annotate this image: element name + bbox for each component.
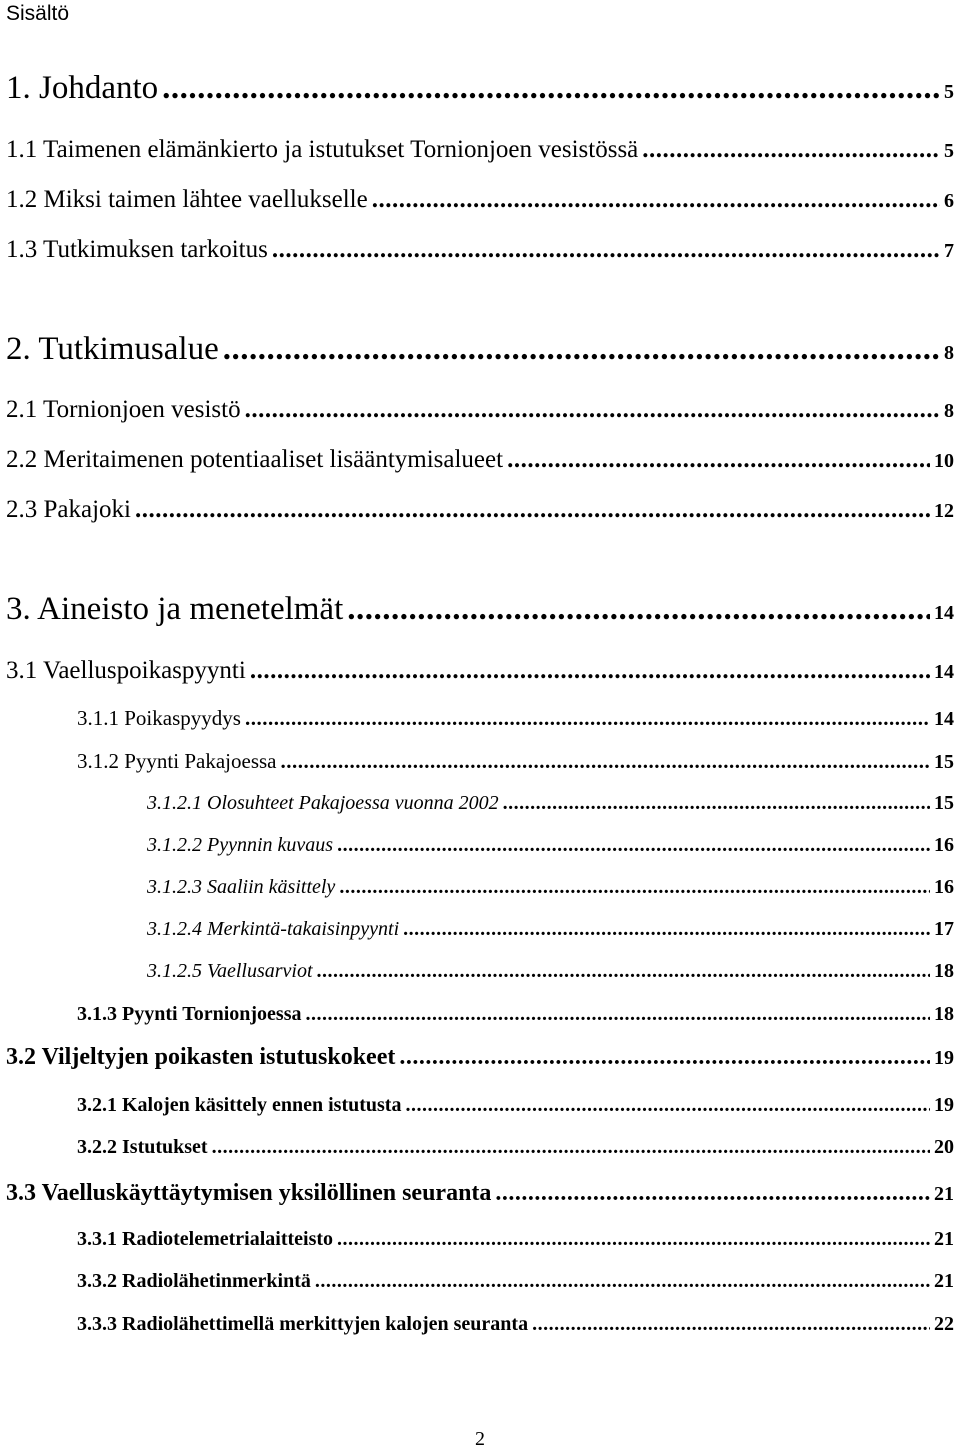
toc-entry-label: 3.1.2.5 Vaellusarviot	[147, 960, 313, 982]
toc-entry-page: 18	[934, 960, 954, 982]
toc-entry-label: 1.2 Miksi taimen lähtee vaellukselle	[6, 186, 368, 213]
toc-entry[interactable]	[77, 1270, 954, 1293]
toc-entry-page: 17	[934, 918, 954, 940]
toc-entry[interactable]	[6, 70, 954, 107]
toc-entry-label: 3.2.2 Istutukset	[77, 1136, 208, 1158]
toc-entry[interactable]	[147, 792, 954, 815]
toc-entry-label: 3.1.2.4 Merkintä-takaisinpyynti	[147, 918, 400, 940]
toc-entry[interactable]	[147, 960, 954, 983]
toc-entry-page: 16	[934, 876, 954, 898]
toc-entry-label: 3. Aineisto ja menetelmät	[6, 591, 344, 627]
toc-entry-label: 3.3.1 Radiotelemetrialaitteisto	[77, 1228, 334, 1250]
toc-entry[interactable]	[6, 496, 954, 524]
toc-entry[interactable]	[77, 706, 954, 731]
toc-entry-label: 2. Tutkimusalue	[6, 331, 219, 367]
toc-entry-label: 1.1 Taimenen elämänkierto ja istutukset Tornionjoen vesistössä	[6, 136, 639, 163]
toc-entry-page: 14	[934, 661, 954, 683]
toc-entry-page: 19	[934, 1094, 954, 1116]
toc-entry-label: 3.1.2.3 Saaliin käsittely	[147, 876, 336, 898]
toc-entry-label: 3.1.1 Poikaspyydys	[77, 706, 241, 730]
toc-entry[interactable]	[77, 1003, 954, 1026]
toc-entry-page: 6	[944, 190, 954, 212]
toc-entry[interactable]	[6, 186, 954, 214]
toc-entry[interactable]	[77, 1094, 954, 1117]
toc-entry[interactable]	[6, 446, 954, 474]
toc-entry-label: 3.3.3 Radiolähettimellä merkittyjen kalojen seuranta	[77, 1313, 529, 1335]
toc-entry-label: 3.3.2 Radiolähetinmerkintä	[77, 1270, 311, 1292]
toc-entry-label: 2.1 Tornionjoen vesistö	[6, 396, 241, 423]
toc-entry-label: 3.1.2.1 Olosuhteet Pakajoessa vuonna 2002	[147, 792, 499, 814]
toc-entry[interactable]	[6, 136, 954, 164]
toc-entry-page: 15	[934, 751, 954, 773]
toc-entry-page: 8	[944, 342, 954, 364]
toc-entry[interactable]	[6, 1044, 954, 1071]
toc-entry-page: 21	[934, 1270, 954, 1292]
toc-entry-page: 21	[934, 1228, 954, 1250]
toc-entry-label: 2.2 Meritaimenen potentiaaliset lisääntymisalueet	[6, 446, 504, 473]
toc-entry[interactable]	[147, 834, 954, 857]
toc-entry-page: 12	[934, 500, 954, 522]
toc-entry-label: 3.1.3 Pyynti Tornionjoessa	[77, 1003, 302, 1025]
toc-entry-page: 5	[944, 81, 954, 103]
toc-entry-label: 1. Johdanto	[6, 70, 159, 106]
page-number: 2	[475, 1428, 485, 1450]
toc-entry-label: 2.3 Pakajoki	[6, 496, 131, 523]
toc-entry-label: 1.3 Tutkimuksen tarkoitus	[6, 236, 268, 263]
toc-entry-page: 14	[934, 602, 954, 624]
toc-entry-page: 21	[934, 1183, 954, 1205]
toc-entry[interactable]	[77, 1136, 954, 1159]
toc-entry-page: 19	[934, 1047, 954, 1069]
toc-entry-page: 16	[934, 834, 954, 856]
toc-entry-page: 14	[934, 708, 954, 730]
toc-entry[interactable]	[77, 1228, 954, 1251]
toc-entry-page: 15	[934, 792, 954, 814]
toc-entry-page: 18	[934, 1003, 954, 1025]
toc-entry-page: 7	[944, 240, 954, 262]
toc-entry[interactable]	[6, 657, 954, 685]
toc-entry-label: 3.2 Viljeltyjen poikasten istutuskokeet	[6, 1044, 396, 1070]
toc-entry[interactable]	[6, 331, 954, 368]
toc-entry-label: 3.3 Vaelluskäyttäytymisen yksilöllinen seuranta	[6, 1180, 492, 1206]
toc-entry-label: 3.1 Vaelluspoikaspyynti	[6, 657, 246, 684]
toc-entry-page: 10	[934, 450, 954, 472]
toc-entry[interactable]	[147, 918, 954, 941]
toc-entry-label: 3.1.2 Pyynti Pakajoessa	[77, 749, 277, 773]
toc-entry-page: 5	[944, 140, 954, 162]
toc-entry[interactable]	[6, 1180, 954, 1207]
toc-entry[interactable]	[6, 236, 954, 264]
toc-entry-label: 3.2.1 Kalojen käsittely ennen istutusta	[77, 1094, 402, 1116]
toc-entry-label: 3.1.2.2 Pyynnin kuvaus	[147, 834, 334, 856]
toc-entry[interactable]	[6, 591, 954, 628]
toc-entry[interactable]	[77, 749, 954, 774]
toc-entry-page: 20	[934, 1136, 954, 1158]
toc-entry-page: 8	[944, 400, 954, 422]
contents-heading: Sisältö	[6, 2, 70, 25]
toc-entry[interactable]	[147, 876, 954, 899]
toc-entry[interactable]	[77, 1313, 954, 1336]
toc-entry[interactable]	[6, 396, 954, 424]
toc-entry-page: 22	[934, 1313, 954, 1335]
